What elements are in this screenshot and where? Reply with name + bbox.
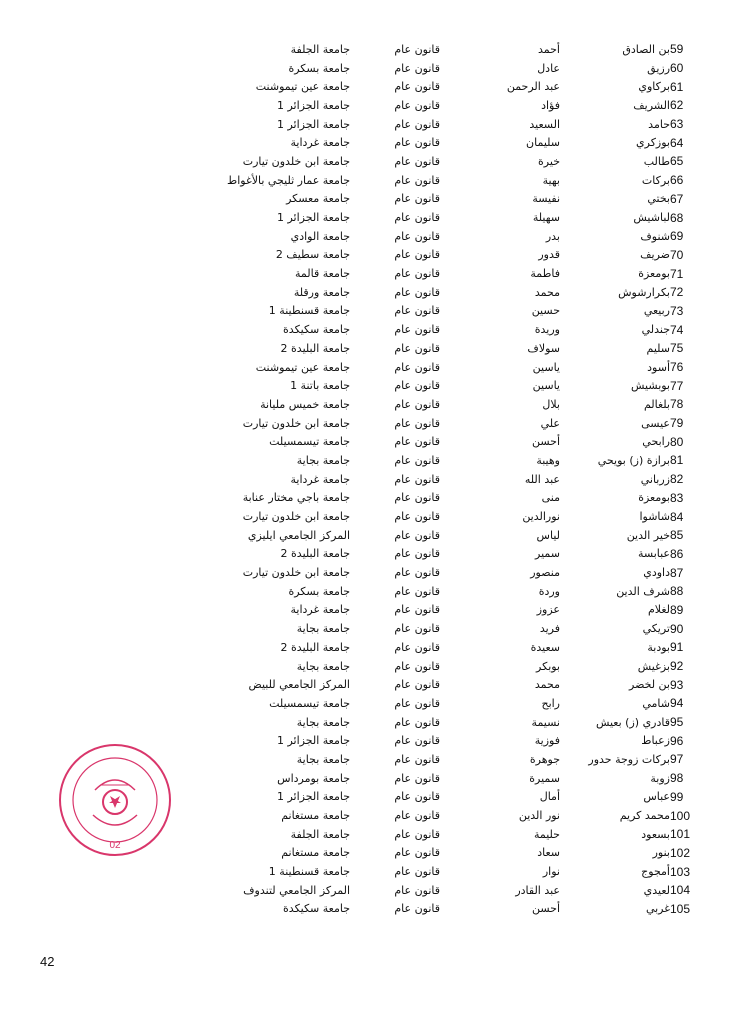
university-cell: جامعة ورقلة <box>293 285 350 299</box>
specialty-cell: قانون عام <box>394 603 440 617</box>
row-number-cell: 84 <box>670 509 684 524</box>
table-row <box>150 358 710 377</box>
university-cell: جامعة غرداية <box>290 136 350 150</box>
university-cell: جامعة خميس مليانة <box>260 397 350 411</box>
first-name-cell: سهيلة <box>532 211 560 225</box>
first-name-cell: سليمان <box>526 136 560 150</box>
table-row <box>150 582 710 601</box>
table-row <box>150 750 710 769</box>
row-number-cell: 75 <box>670 341 684 356</box>
first-name-cell: نسيمة <box>531 715 560 729</box>
first-name-cell: بهية <box>542 173 560 187</box>
row-number-cell: 83 <box>670 490 684 505</box>
specialty-cell: قانون عام <box>394 42 440 56</box>
university-cell: جامعة البليدة 2 <box>280 547 350 561</box>
last-name-cell: محمد كريم <box>619 809 670 823</box>
specialty-cell: قانون عام <box>394 510 440 524</box>
first-name-cell: علي <box>540 416 560 430</box>
university-cell: جامعة الجزائر 1 <box>276 734 350 748</box>
last-name-cell: عيسى <box>641 416 670 430</box>
first-name-cell: حسين <box>531 304 560 318</box>
specialty-cell: قانون عام <box>394 136 440 150</box>
row-number-cell: 67 <box>670 191 684 206</box>
table-row <box>150 526 710 545</box>
table-row <box>150 376 710 395</box>
table-row <box>150 788 710 807</box>
last-name-cell: ضريف <box>640 248 670 262</box>
last-name-cell: أسود <box>647 360 670 374</box>
specialty-cell: قانون عام <box>394 472 440 486</box>
last-name-cell: بركاوي <box>638 80 670 94</box>
last-name-cell: بوزكري <box>636 136 670 150</box>
university-cell: المركز الجامعي ايليزي <box>247 528 350 542</box>
specialty-cell: قانون عام <box>394 790 440 804</box>
specialty-cell: قانون عام <box>394 80 440 94</box>
last-name-cell: بومعزة <box>638 491 670 505</box>
row-number-cell: 73 <box>670 303 684 318</box>
table-row <box>150 862 710 881</box>
first-name-cell: عبد القادر <box>515 883 560 897</box>
row-number-cell: 64 <box>670 135 684 150</box>
table-row <box>150 133 710 152</box>
first-name-cell: محمد <box>534 285 560 299</box>
university-cell: جامعة عين تيموشنت <box>255 80 350 94</box>
row-number-cell: 61 <box>670 79 684 94</box>
specialty-cell: قانون عام <box>394 154 440 168</box>
university-cell: جامعة مستغانم <box>281 809 350 823</box>
table-row <box>150 638 710 657</box>
first-name-cell: عزوز <box>536 603 560 617</box>
university-cell: جامعة ابن خلدون تيارت <box>242 154 350 168</box>
table-row <box>150 283 710 302</box>
table-row <box>150 694 710 713</box>
row-number-cell: 59 <box>670 42 684 57</box>
first-name-cell: فريد <box>539 622 560 636</box>
specialty-cell: قانون عام <box>394 267 440 281</box>
row-number-cell: 68 <box>670 210 684 225</box>
specialty-cell: قانون عام <box>394 61 440 75</box>
university-cell: جامعة تيسمسيلت <box>269 696 350 710</box>
university-cell: جامعة ابن خلدون تيارت <box>242 566 350 580</box>
table-row <box>150 657 710 676</box>
table-row <box>150 769 710 788</box>
specialty-cell: قانون عام <box>394 865 440 879</box>
last-name-cell: زوبة <box>650 771 670 785</box>
specialty-cell: قانون عام <box>394 715 440 729</box>
specialty-cell: قانون عام <box>394 360 440 374</box>
university-cell: جامعة باجي مختار عنابة <box>242 491 350 505</box>
specialty-cell: قانون عام <box>394 734 440 748</box>
specialty-cell: قانون عام <box>394 229 440 243</box>
specialty-cell: قانون عام <box>394 304 440 318</box>
row-number-cell: 69 <box>670 229 684 244</box>
first-name-cell: محمد <box>534 678 560 692</box>
university-cell: جامعة ابن خلدون تيارت <box>242 510 350 524</box>
last-name-cell: عباس <box>643 790 670 804</box>
university-cell: جامعة الجلفة <box>290 42 350 56</box>
last-name-cell: غربي <box>645 902 670 916</box>
first-name-cell: بلال <box>542 397 560 411</box>
row-number-cell: 82 <box>670 472 684 487</box>
specialty-cell: قانون عام <box>394 547 440 561</box>
table-row <box>150 806 710 825</box>
last-name-cell: عبابسة <box>637 547 670 561</box>
first-name-cell: وهيبة <box>536 453 560 467</box>
specialty-cell: قانون عام <box>394 752 440 766</box>
first-name-cell: لياس <box>536 528 560 542</box>
row-number-cell: 85 <box>670 528 684 543</box>
table-row <box>150 320 710 339</box>
last-name-cell: بومعزة <box>638 267 670 281</box>
university-cell: جامعة بجاية <box>296 622 350 636</box>
table-row <box>150 844 710 863</box>
row-number-cell: 100 <box>670 808 691 823</box>
table-row <box>150 881 710 900</box>
table-row <box>150 171 710 190</box>
first-name-cell: نفيسة <box>532 192 560 206</box>
first-name-cell: سمير <box>535 547 560 561</box>
table-row <box>150 339 710 358</box>
row-number-cell: 62 <box>670 98 684 113</box>
first-name-cell: فوزية <box>534 734 560 748</box>
university-cell: جامعة مستغانم <box>281 846 350 860</box>
first-name-cell: السعيد <box>529 117 560 131</box>
table-row <box>150 190 710 209</box>
row-number-cell: 94 <box>670 696 684 711</box>
official-stamp <box>55 730 175 875</box>
row-number-cell: 86 <box>670 546 684 561</box>
row-number-cell: 70 <box>670 247 684 262</box>
university-cell: المركز الجامعي لتندوف <box>243 883 350 897</box>
last-name-cell: زعباط <box>641 734 670 748</box>
university-cell: جامعة البليدة 2 <box>280 341 350 355</box>
table-row <box>150 414 710 433</box>
university-cell: جامعة قسنطينة 1 <box>268 304 350 318</box>
last-name-cell: لغلام <box>647 603 670 617</box>
last-name-cell: بركات زوجة حدور <box>588 752 670 766</box>
last-name-cell: بلغالم <box>643 397 670 411</box>
first-name-cell: رابح <box>541 696 560 710</box>
table-row <box>150 302 710 321</box>
stamp-number: 02 <box>109 840 121 851</box>
first-name-cell: سميرة <box>529 771 560 785</box>
records-table-body <box>150 40 710 918</box>
university-cell: جامعة الجزائر 1 <box>276 790 350 804</box>
specialty-cell: قانون عام <box>394 379 440 393</box>
first-name-cell: خيرة <box>538 154 560 168</box>
specialty-cell: قانون عام <box>394 846 440 860</box>
first-name-cell: بوبكر <box>536 659 560 673</box>
university-cell: جامعة قسنطينة 1 <box>268 865 350 879</box>
last-name-cell: داودي <box>643 566 670 580</box>
university-cell: جامعة معسكر <box>286 192 350 206</box>
row-number-cell: 81 <box>670 453 684 468</box>
row-number-cell: 88 <box>670 584 684 599</box>
row-number-cell: 104 <box>670 883 691 898</box>
specialty-cell: قانون عام <box>394 117 440 131</box>
first-name-cell: أمال <box>539 790 560 804</box>
first-name-cell: أحمد <box>538 42 560 56</box>
last-name-cell: بسعود <box>641 827 670 841</box>
university-cell: جامعة قالمة <box>295 267 350 281</box>
university-cell: جامعة البليدة 2 <box>280 640 350 654</box>
university-cell: جامعة الجلفة <box>290 827 350 841</box>
last-name-cell: شرف الدين <box>616 584 670 598</box>
row-number-cell: 105 <box>670 901 691 916</box>
last-name-cell: بزغيش <box>637 659 670 673</box>
university-cell: جامعة باتنة 1 <box>290 379 350 393</box>
last-name-cell: حامد <box>648 117 670 131</box>
row-number-cell: 66 <box>670 173 684 188</box>
row-number-cell: 74 <box>670 322 684 337</box>
first-name-cell: نورالدين <box>522 510 560 524</box>
university-cell: جامعة غرداية <box>290 472 350 486</box>
table-row <box>150 395 710 414</box>
last-name-cell: رزيق <box>647 61 670 75</box>
table-row <box>150 96 710 115</box>
first-name-cell: فاطمة <box>530 267 560 281</box>
table-row <box>150 264 710 283</box>
row-number-cell: 63 <box>670 117 684 132</box>
university-cell: المركز الجامعي للبيض <box>248 678 350 692</box>
row-number-cell: 91 <box>670 640 684 655</box>
specialty-cell: قانون عام <box>394 696 440 710</box>
first-name-cell: عبد الله <box>524 472 560 486</box>
table-row <box>150 59 710 78</box>
specialty-cell: قانون عام <box>394 883 440 897</box>
last-name-cell: سليم <box>646 341 670 355</box>
table-row <box>150 152 710 171</box>
specialty-cell: قانون عام <box>394 453 440 467</box>
university-cell: جامعة بومرداس <box>277 771 350 785</box>
row-number-cell: 79 <box>670 416 684 431</box>
row-number-cell: 103 <box>670 864 691 879</box>
last-name-cell: رابحي <box>642 435 670 449</box>
last-name-cell: لعيدي <box>643 883 670 897</box>
table-row <box>150 731 710 750</box>
specialty-cell: قانون عام <box>394 584 440 598</box>
specialty-cell: قانون عام <box>394 678 440 692</box>
row-number-cell: 71 <box>670 266 684 281</box>
first-name-cell: سعيدة <box>530 640 560 654</box>
row-number-cell: 98 <box>670 771 684 786</box>
specialty-cell: قانون عام <box>394 435 440 449</box>
specialty-cell: قانون عام <box>394 341 440 355</box>
last-name-cell: بن الصادق <box>622 42 670 56</box>
records-table <box>150 40 710 918</box>
row-number-cell: 76 <box>670 360 684 375</box>
table-row <box>150 451 710 470</box>
specialty-cell: قانون عام <box>394 416 440 430</box>
first-name-cell: فؤاد <box>541 98 560 112</box>
specialty-cell: قانون عام <box>394 902 440 916</box>
row-number-cell: 60 <box>670 61 684 76</box>
university-cell: جامعة الجزائر 1 <box>276 211 350 225</box>
table-row <box>150 227 710 246</box>
specialty-cell: قانون عام <box>394 771 440 785</box>
last-name-cell: شاشوا <box>639 510 670 524</box>
first-name-cell: نوار <box>542 865 560 879</box>
first-name-cell: جوهرة <box>529 752 560 766</box>
last-name-cell: شامي <box>642 696 670 710</box>
last-name-cell: بركات <box>641 173 670 187</box>
table-row <box>150 900 710 919</box>
university-cell: جامعة تيسمسيلت <box>269 435 350 449</box>
university-cell: جامعة بسكرة <box>288 584 350 598</box>
university-cell: جامعة الجزائر 1 <box>276 98 350 112</box>
last-name-cell: الشريف <box>633 98 670 112</box>
university-cell: جامعة عين تيموشنت <box>255 360 350 374</box>
first-name-cell: أحسن <box>531 435 560 449</box>
specialty-cell: قانون عام <box>394 192 440 206</box>
specialty-cell: قانون عام <box>394 211 440 225</box>
table-row <box>150 115 710 134</box>
last-name-cell: خير الدين <box>626 528 670 542</box>
last-name-cell: بن لخضر <box>629 678 670 692</box>
last-name-cell: بكرارشوش <box>618 285 670 299</box>
table-row <box>150 489 710 508</box>
first-name-cell: قدور <box>538 248 560 262</box>
last-name-cell: جندلي <box>641 323 670 337</box>
first-name-cell: سولاف <box>527 341 560 355</box>
row-number-cell: 90 <box>670 621 684 636</box>
row-number-cell: 80 <box>670 434 684 449</box>
specialty-cell: قانون عام <box>394 622 440 636</box>
specialty-cell: قانون عام <box>394 397 440 411</box>
page-number: 42 <box>40 954 55 969</box>
specialty-cell: قانون عام <box>394 248 440 262</box>
table-row <box>150 601 710 620</box>
last-name-cell: شنوف <box>640 229 670 243</box>
specialty-cell: قانون عام <box>394 528 440 542</box>
last-name-cell: بوبشيش <box>631 379 670 393</box>
university-cell: جامعة سكيكدة <box>283 323 350 337</box>
row-number-cell: 97 <box>670 752 684 767</box>
table-row <box>150 77 710 96</box>
table-row <box>150 40 710 59</box>
first-name-cell: منصور <box>530 566 560 580</box>
row-number-cell: 92 <box>670 659 684 674</box>
row-number-cell: 72 <box>670 285 684 300</box>
specialty-cell: قانون عام <box>394 173 440 187</box>
first-name-cell: حليمة <box>533 827 560 841</box>
table-row <box>150 619 710 638</box>
specialty-cell: قانون عام <box>394 566 440 580</box>
university-cell: جامعة بجاية <box>296 715 350 729</box>
table-row <box>150 713 710 732</box>
last-name-cell: قادري (ز) بعيش <box>595 715 670 729</box>
row-number-cell: 102 <box>670 845 691 860</box>
last-name-cell: طالب <box>643 154 670 168</box>
table-row <box>150 432 710 451</box>
row-number-cell: 95 <box>670 715 684 730</box>
row-number-cell: 96 <box>670 733 684 748</box>
row-number-cell: 101 <box>670 827 691 842</box>
specialty-cell: قانون عام <box>394 827 440 841</box>
university-cell: جامعة سطيف 2 <box>275 248 350 262</box>
university-cell: جامعة غرداية <box>290 603 350 617</box>
university-cell: جامعة ابن خلدون تيارت <box>242 416 350 430</box>
first-name-cell: سعاد <box>537 846 560 860</box>
last-name-cell: برازة (ز) بويحي <box>597 453 670 467</box>
last-name-cell: تريكي <box>642 622 670 636</box>
row-number-cell: 93 <box>670 677 684 692</box>
table-row <box>150 825 710 844</box>
first-name-cell: ياسين <box>532 379 560 393</box>
table-row <box>150 563 710 582</box>
row-number-cell: 65 <box>670 154 684 169</box>
first-name-cell: وريدة <box>534 323 560 337</box>
table-row <box>150 208 710 227</box>
university-cell: جامعة بجاية <box>296 752 350 766</box>
table-row <box>150 675 710 694</box>
specialty-cell: قانون عام <box>394 640 440 654</box>
first-name-cell: ياسين <box>532 360 560 374</box>
row-number-cell: 89 <box>670 602 684 617</box>
university-cell: جامعة عمار ثليجي بالأغواط <box>227 173 350 187</box>
first-name-cell: نور الدين <box>518 809 560 823</box>
specialty-cell: قانون عام <box>394 98 440 112</box>
specialty-cell: قانون عام <box>394 285 440 299</box>
row-number-cell: 99 <box>670 789 684 804</box>
first-name-cell: منى <box>541 491 560 505</box>
specialty-cell: قانون عام <box>394 323 440 337</box>
table-row <box>150 545 710 564</box>
university-cell: جامعة بسكرة <box>288 61 350 75</box>
first-name-cell: بدر <box>545 229 560 243</box>
last-name-cell: بودبة <box>647 640 670 654</box>
row-number-cell: 77 <box>670 378 684 393</box>
table-row <box>150 507 710 526</box>
first-name-cell: عبد الرحمن <box>506 80 560 94</box>
specialty-cell: قانون عام <box>394 809 440 823</box>
table-row <box>150 470 710 489</box>
university-cell: جامعة الجزائر 1 <box>276 117 350 131</box>
last-name-cell: بنور <box>652 846 670 860</box>
row-number-cell: 78 <box>670 397 684 412</box>
first-name-cell: وردة <box>538 584 560 598</box>
specialty-cell: قانون عام <box>394 659 440 673</box>
last-name-cell: أمجوج <box>641 865 670 879</box>
last-name-cell: زرباني <box>640 472 670 486</box>
first-name-cell: عادل <box>537 61 560 75</box>
row-number-cell: 87 <box>670 565 684 580</box>
university-cell: جامعة بجاية <box>296 659 350 673</box>
specialty-cell: قانون عام <box>394 491 440 505</box>
table-row <box>150 246 710 265</box>
last-name-cell: ربيعي <box>643 304 670 318</box>
university-cell: جامعة سكيكدة <box>283 902 350 916</box>
last-name-cell: لباشيش <box>633 211 670 225</box>
university-cell: جامعة بجاية <box>296 453 350 467</box>
last-name-cell: بختي <box>647 192 670 206</box>
first-name-cell: أحسن <box>531 902 560 916</box>
university-cell: جامعة الوادي <box>290 229 350 243</box>
